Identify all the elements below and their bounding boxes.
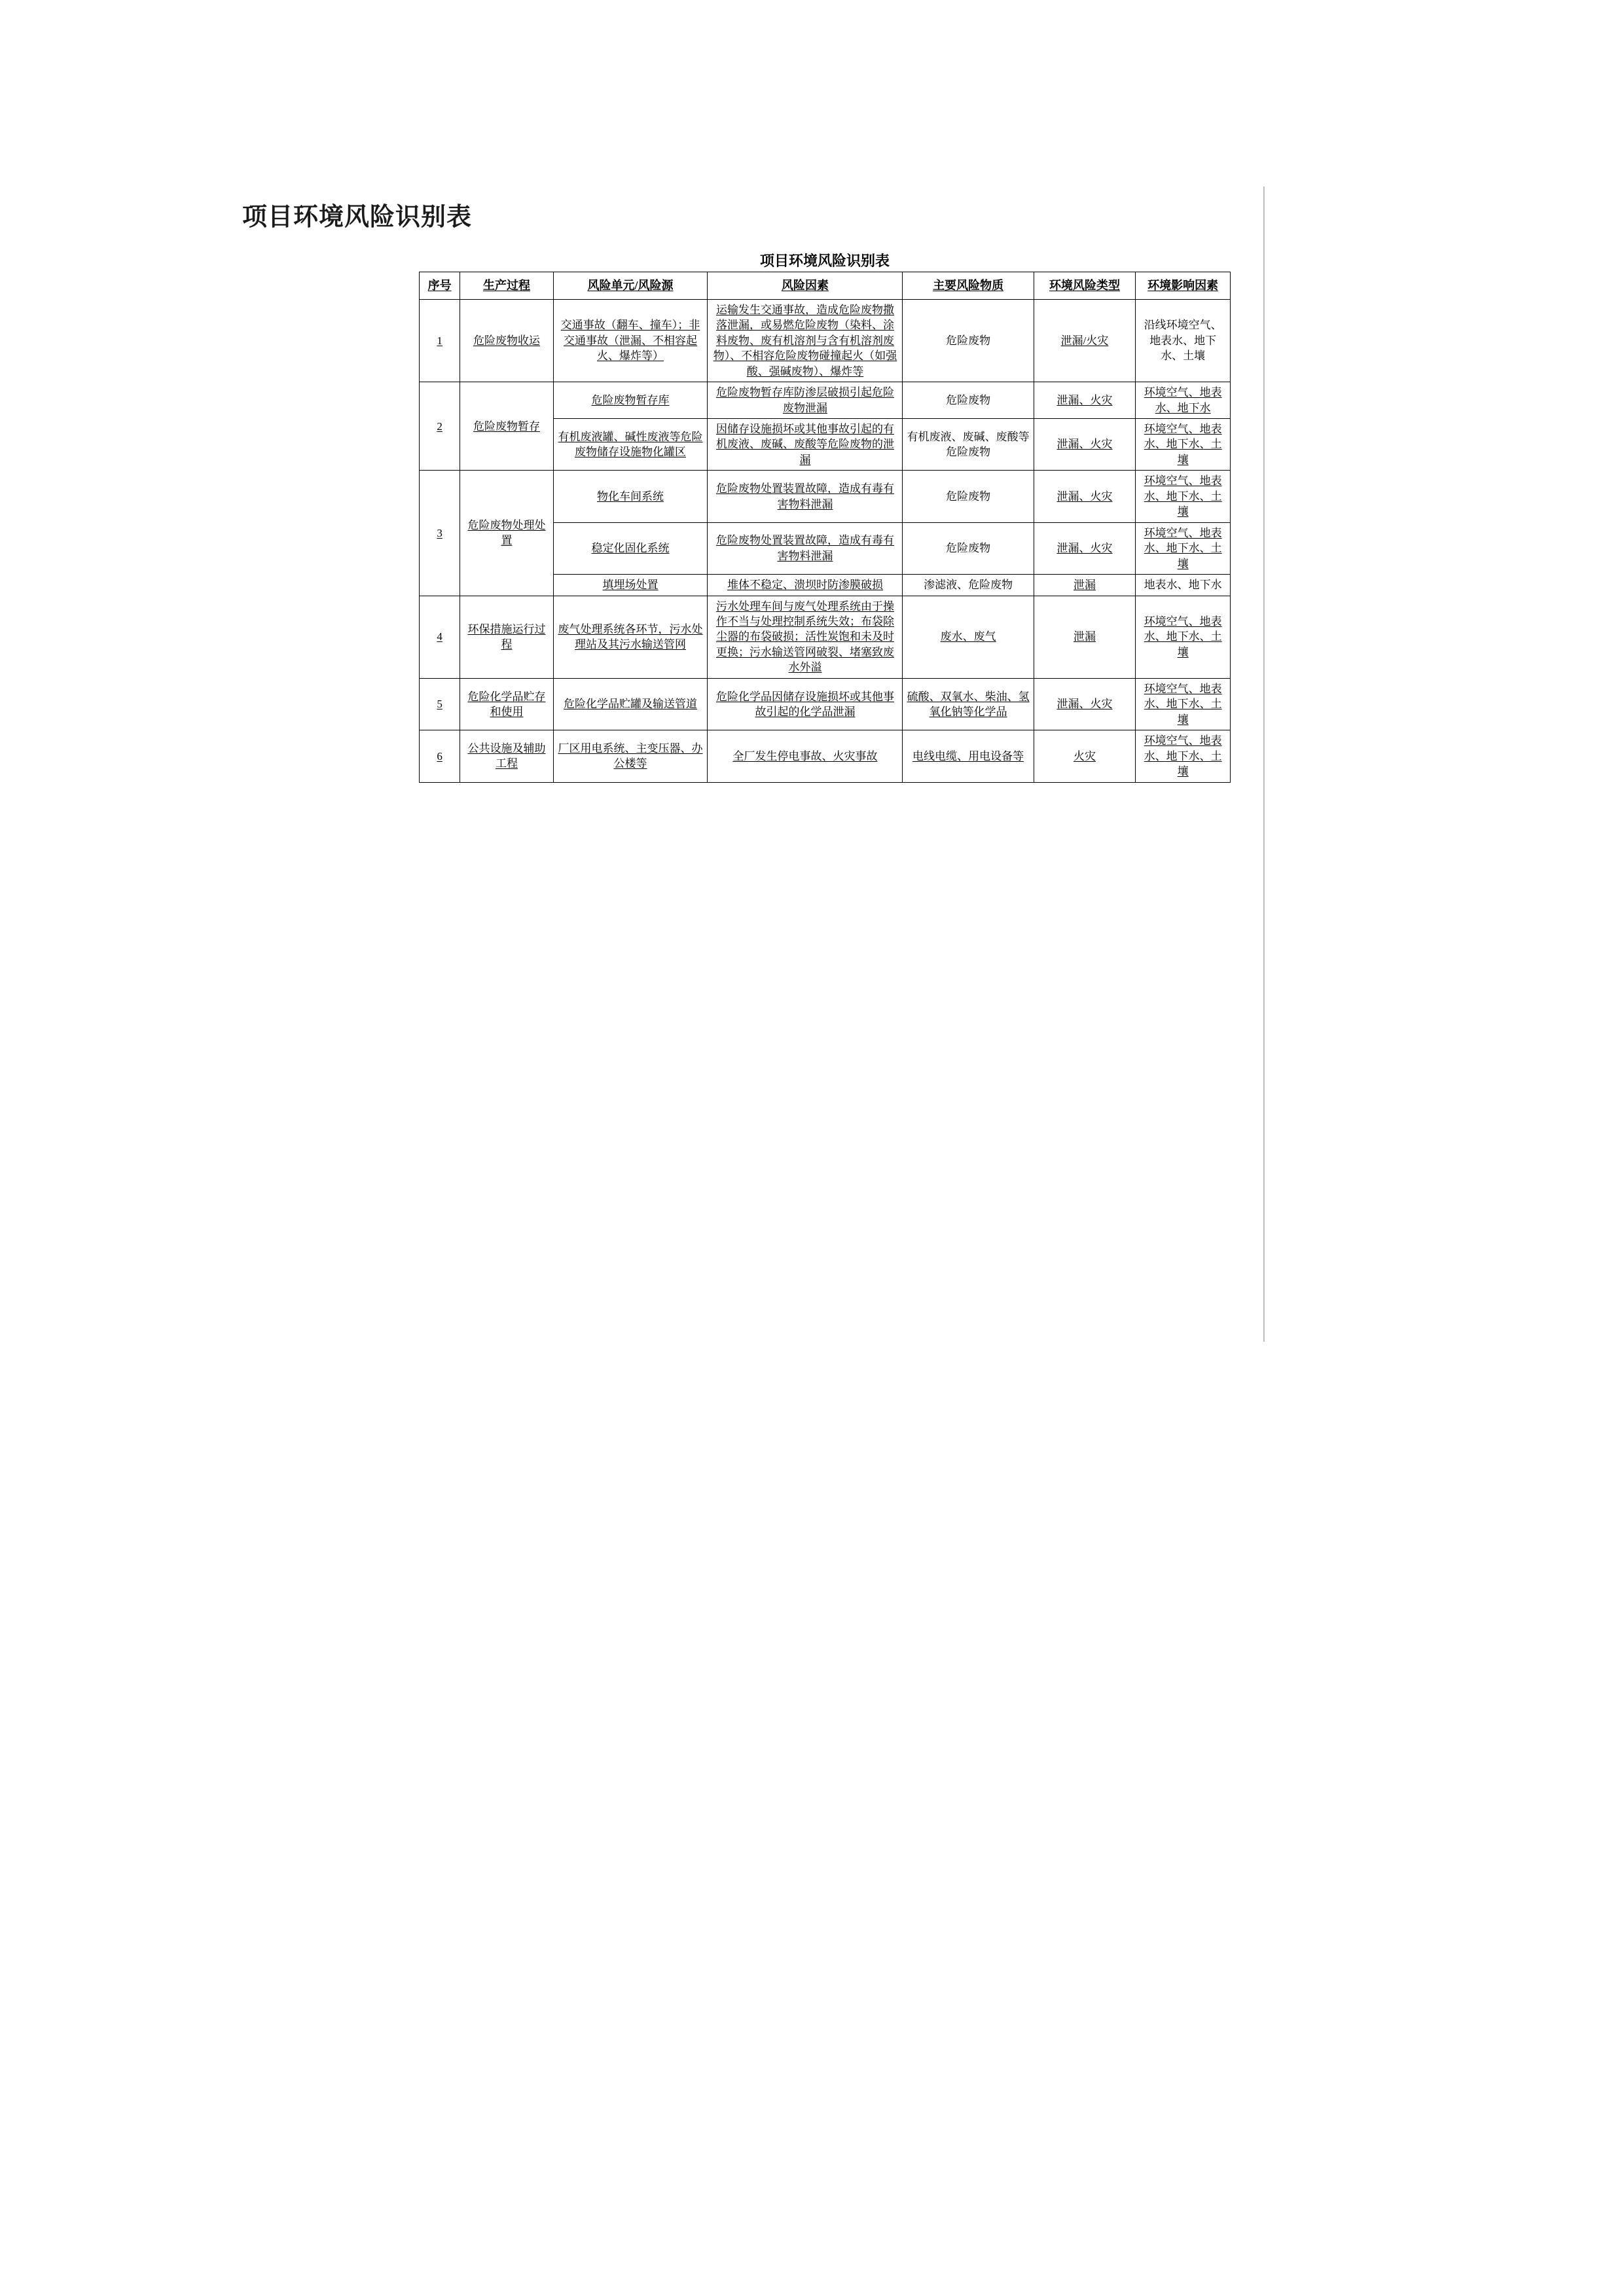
cell-process [460, 471, 553, 596]
header-cell-process [460, 272, 553, 300]
cell-no [420, 382, 460, 471]
value-impact: 环境空气、地表水、地下水、土壤 [1144, 526, 1222, 570]
value-factor: 堆体不稳定、溃坝时防渗膜破损 [727, 579, 883, 592]
value-process: 环保措施运行过程 [467, 622, 546, 651]
table-row [420, 730, 1231, 782]
value-risk-type: 泄漏/火灾 [1060, 334, 1109, 347]
header-factor-label: 风险因素 [781, 279, 829, 292]
value-no: 1 [437, 334, 442, 347]
cell-unit [553, 730, 708, 782]
cell-process [460, 596, 553, 678]
value-substance: 渗滤液、危险废物 [924, 579, 1013, 592]
value-substance: 电线电缆、用电设备等 [912, 749, 1024, 762]
cell-factor [708, 419, 903, 471]
value-factor: 因储存设施损坏或其他事故引起的有机废液、废碱、废酸等危险废物的泄漏 [715, 423, 894, 466]
cell-unit [553, 522, 708, 574]
value-impact: 沿线环境空气、地表水、地下水、土壤 [1144, 319, 1222, 363]
value-risk-type: 泄漏、火灾 [1056, 698, 1113, 711]
cell-risk-type [1034, 299, 1136, 382]
value-unit: 废气处理系统各环节，污水处理站及其污水输送管网 [558, 622, 703, 651]
cell-unit [553, 299, 708, 382]
value-factor: 运输发生交通事故，造成危险废物撒落泄漏，或易燃危险废物（染料、涂料废物、废有机溶剂与含有机溶剂废物）、不相容危险废物碰撞起火（如强酸、强碱废物）、爆炸等 [713, 303, 897, 378]
cell-factor [708, 522, 903, 574]
cell-substance [903, 419, 1034, 471]
cell-risk-type [1034, 382, 1136, 419]
value-factor: 全厂发生停电事故、火灾事故 [732, 749, 878, 762]
table-header-row [420, 272, 1231, 300]
cell-substance [903, 522, 1034, 574]
value-impact: 环境空气、地表水、地下水、土壤 [1144, 423, 1222, 466]
value-unit: 有机废液罐、碱性废液等危险废物储存设施物化罐区 [558, 430, 703, 459]
cell-unit [553, 471, 708, 522]
cell-impact [1136, 382, 1231, 419]
cell-factor [708, 471, 903, 522]
cell-risk-type [1034, 730, 1136, 782]
cell-no [420, 596, 460, 678]
cell-impact [1136, 299, 1231, 382]
value-unit: 填埋场处置 [602, 579, 659, 592]
cell-factor [708, 730, 903, 782]
value-process: 危险废物收运 [473, 334, 540, 347]
table-row [420, 299, 1231, 382]
value-process: 危险废物处理处置 [467, 518, 546, 547]
value-substance: 危险废物 [946, 334, 991, 347]
cell-unit [553, 419, 708, 471]
header-cell-unit [553, 272, 708, 300]
value-substance: 危险废物 [946, 490, 991, 503]
cell-no [420, 730, 460, 782]
cell-process [460, 382, 553, 471]
cell-substance [903, 471, 1034, 522]
value-substance: 废水、废气 [940, 630, 996, 643]
environmental-risk-table [419, 272, 1231, 783]
value-risk-type: 泄漏、火灾 [1056, 438, 1113, 451]
cell-substance [903, 730, 1034, 782]
header-substance-label: 主要风险物质 [933, 279, 1004, 292]
cell-no [420, 471, 460, 596]
cell-risk-type [1034, 678, 1136, 730]
table-row [420, 678, 1231, 730]
cell-risk-type [1034, 596, 1136, 678]
value-unit: 物化车间系统 [597, 490, 664, 503]
cell-impact [1136, 471, 1231, 522]
table-row [420, 471, 1231, 522]
cell-factor [708, 382, 903, 419]
value-unit: 厂区用电系统、主变压器、办公楼等 [558, 742, 703, 770]
cell-impact [1136, 575, 1231, 596]
value-no: 3 [437, 526, 442, 539]
value-risk-type: 泄漏、火灾 [1056, 490, 1113, 503]
cell-risk-type [1034, 575, 1136, 596]
value-substance: 危险废物 [946, 393, 991, 406]
header-unit-label: 风险单元/风险源 [587, 279, 674, 292]
cell-substance [903, 596, 1034, 678]
page-margin-rule [1263, 187, 1265, 1342]
value-unit: 稳定化固化系统 [591, 542, 670, 555]
value-substance: 硫酸、双氧水、柴油、氢氧化钠等化学品 [907, 690, 1030, 718]
cell-substance [903, 575, 1034, 596]
value-factor: 危险废物暂存库防渗层破损引起危险废物泄漏 [715, 386, 894, 414]
header-cell-factor [708, 272, 903, 300]
table-row [420, 596, 1231, 678]
cell-substance [903, 299, 1034, 382]
value-risk-type: 泄漏 [1074, 630, 1096, 643]
value-impact: 环境空气、地表水、地下水、土壤 [1144, 475, 1222, 518]
value-factor: 危险废物处置装置故障，造成有毒有害物料泄漏 [715, 482, 894, 511]
value-factor: 危险化学品因储存设施损坏或其他事故引起的化学品泄漏 [715, 690, 894, 718]
header-cell-impact [1136, 272, 1231, 300]
value-risk-type: 泄漏、火灾 [1056, 542, 1113, 555]
value-factor: 污水处理车间与废气处理系统由于操作不当与处理控制系统失效；布袋除尘器的布袋破损；活性炭饱和未及时更换；污水输送管网破裂、堵塞致废水外溢 [715, 600, 894, 674]
value-risk-type: 泄漏、火灾 [1056, 393, 1113, 406]
cell-factor [708, 678, 903, 730]
value-impact: 地表水、地下水 [1144, 579, 1222, 592]
cell-impact [1136, 419, 1231, 471]
header-no-label: 序号 [427, 279, 452, 292]
value-no: 4 [437, 630, 442, 643]
header-impact-label: 环境影响因素 [1147, 279, 1219, 292]
header-cell-substance [903, 272, 1034, 300]
value-impact: 环境空气、地表水、地下水 [1144, 386, 1222, 414]
cell-no [420, 678, 460, 730]
cell-unit [553, 596, 708, 678]
value-impact: 环境空气、地表水、地下水、土壤 [1144, 734, 1222, 778]
cell-unit [553, 382, 708, 419]
value-risk-type: 火灾 [1074, 749, 1096, 762]
value-unit: 交通事故（翻车、撞车）；非交通事故（泄漏、不相容起火、爆炸等） [560, 319, 700, 363]
value-unit: 危险废物暂存库 [591, 393, 670, 406]
value-no: 5 [437, 698, 442, 711]
cell-process [460, 299, 553, 382]
cell-impact [1136, 596, 1231, 678]
table-body [420, 299, 1231, 782]
cell-risk-type [1034, 522, 1136, 574]
value-substance: 有机废液、废碱、废酸等危险废物 [907, 430, 1030, 459]
value-process: 危险化学品贮存和使用 [467, 690, 546, 718]
cell-factor [708, 596, 903, 678]
cell-risk-type [1034, 471, 1136, 522]
header-process-label: 生产过程 [482, 279, 530, 292]
value-factor: 危险废物处置装置故障，造成有毒有害物料泄漏 [715, 534, 894, 562]
cell-unit [553, 678, 708, 730]
cell-process [460, 730, 553, 782]
value-no: 2 [437, 420, 442, 433]
cell-factor [708, 575, 903, 596]
cell-unit [553, 575, 708, 596]
value-impact: 环境空气、地表水、地下水、土壤 [1144, 682, 1222, 726]
value-substance: 危险废物 [946, 542, 991, 555]
value-process: 公共设施及辅助工程 [467, 742, 546, 770]
value-impact: 环境空气、地表水、地下水、土壤 [1144, 615, 1222, 658]
table-row [420, 382, 1231, 419]
cell-no [420, 299, 460, 382]
table-caption: 项目环境风险识别表 [759, 253, 890, 269]
header-cell-risk-type [1034, 272, 1136, 300]
value-risk-type: 泄漏 [1074, 579, 1096, 592]
cell-factor [708, 299, 903, 382]
cell-process [460, 678, 553, 730]
value-process: 危险废物暂存 [473, 420, 540, 433]
cell-impact [1136, 730, 1231, 782]
cell-risk-type [1034, 419, 1136, 471]
cell-substance [903, 678, 1034, 730]
cell-impact [1136, 678, 1231, 730]
cell-substance [903, 382, 1034, 419]
header-risk-type-label: 环境风险类型 [1049, 279, 1121, 292]
value-no: 6 [437, 749, 442, 762]
header-cell-no [420, 272, 460, 300]
value-unit: 危险化学品贮罐及输送管道 [564, 698, 698, 711]
cell-impact [1136, 522, 1231, 574]
page-title: 项目环境风险识别表 [242, 204, 473, 231]
